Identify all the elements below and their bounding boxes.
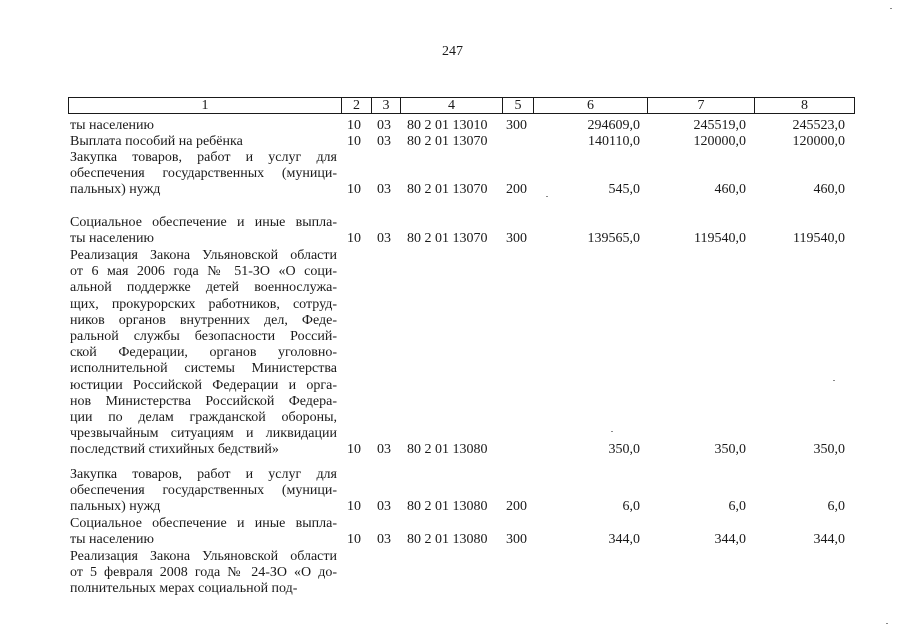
cell-col4: 80 2 01 13010: [407, 118, 488, 133]
cell-col4: 80 2 01 13070: [407, 182, 488, 198]
cell-col4: 80 2 01 13080: [407, 442, 488, 458]
description-line: исполнительной системы Министерства: [70, 361, 337, 377]
cell-col4: 80 2 01 13080: [407, 532, 488, 548]
description-line: Социальное обеспечение и иные выпла-: [70, 215, 337, 230]
description-line: альной поддержке детей военнослужа-: [70, 280, 337, 296]
description-line: нов Министерства Российской Федера-: [70, 393, 337, 409]
description-line: от 5 февраля 2008 года № 24-ЗО «О до-: [70, 565, 337, 581]
cell-col6: 139565,0: [587, 231, 640, 247]
description-line: ты населению: [70, 532, 154, 548]
cell-col6: 545,0: [608, 182, 640, 198]
cell-col7: 120000,0: [693, 134, 746, 149]
description-line: Социальное обеспечение и иные выпла-: [70, 516, 337, 531]
cell-col3: 03: [377, 499, 391, 515]
description-line: ской Федерации, органов уголовно-: [70, 345, 337, 361]
cell-col8: 6,0: [827, 499, 845, 515]
cell-col5: 200: [506, 499, 527, 515]
row-description: [70, 134, 337, 150]
page-number: 247: [442, 44, 463, 59]
header-col-4: 4: [400, 98, 502, 113]
description-line: юстиции Российской Федерации и орга-: [70, 377, 337, 393]
cell-col6: 6,0: [622, 499, 640, 515]
cell-col3: 03: [377, 182, 391, 198]
description-line: Закупка товаров, работ и услуг для: [70, 467, 337, 482]
description-line: чрезвычайным ситуациям и ликвидации: [70, 426, 337, 442]
cell-col8: 245523,0: [792, 118, 845, 133]
cell-col3: 03: [377, 118, 391, 133]
cell-col3: 03: [377, 231, 391, 247]
cell-col5: 300: [506, 231, 527, 247]
cell-col8: 120000,0: [792, 134, 845, 149]
row-description: [70, 118, 337, 134]
cell-col2: 10: [347, 499, 361, 515]
header-col-5: 5: [502, 98, 533, 113]
row-description: [70, 215, 337, 247]
row-description: [70, 516, 337, 548]
description-line: полнительных мерах социальной под-: [70, 581, 298, 597]
cell-col8: 119540,0: [793, 231, 845, 247]
description-line: щих, прокурорских работников, сотруд-: [70, 296, 337, 312]
cell-col7: 245519,0: [693, 118, 746, 133]
description-line: Выплата пособий на ребёнка: [70, 134, 243, 149]
cell-col4: 80 2 01 13080: [407, 499, 488, 515]
cell-col4: 80 2 01 13070: [407, 231, 488, 247]
header-col-7: 7: [647, 98, 754, 113]
header-col-2: 2: [341, 98, 371, 113]
header-col-6: 6: [533, 98, 647, 113]
cell-col3: 03: [377, 134, 391, 149]
description-line: обеспечения государственных (муници-: [70, 483, 337, 499]
cell-col7: 119540,0: [694, 231, 746, 247]
description-line: ты населению: [70, 231, 154, 247]
cell-col5: 300: [506, 118, 527, 133]
cell-col8: 460,0: [813, 182, 845, 198]
cell-col3: 03: [377, 442, 391, 458]
description-line: пальных) нужд: [70, 499, 161, 515]
cell-col2: 10: [347, 442, 361, 458]
cell-col7: 344,0: [714, 532, 746, 548]
header-col-1: 1: [201, 98, 209, 113]
row-description: [70, 467, 337, 516]
description-line: пальных) нужд: [70, 182, 161, 198]
cell-col6: 140110,0: [588, 134, 640, 149]
cell-col7: 460,0: [714, 182, 746, 198]
cell-col2: 10: [347, 182, 361, 198]
description-line: ральной службы безопасности Россий-: [70, 329, 337, 345]
cell-col4: 80 2 01 13070: [407, 134, 488, 149]
cell-col6: 294609,0: [587, 118, 640, 133]
header-col-3: 3: [371, 98, 400, 113]
row-description: [70, 150, 337, 199]
description-line: ции по делам гражданской обороны,: [70, 410, 337, 426]
description-line: Реализация Закона Ульяновской области: [70, 549, 337, 564]
description-line: обеспечения государственных (муници-: [70, 166, 337, 182]
cell-col6: 344,0: [608, 532, 640, 548]
description-line: ты населению: [70, 118, 154, 133]
description-line: последствий стихийных бедствий»: [70, 442, 279, 458]
cell-col2: 10: [347, 231, 361, 247]
cell-col2: 10: [347, 134, 361, 149]
cell-col5: 300: [506, 532, 527, 548]
cell-col2: 10: [347, 118, 361, 133]
cell-col2: 10: [347, 532, 361, 548]
description-line: Реализация Закона Ульяновской области: [70, 248, 337, 263]
description-line: от 6 мая 2006 года № 51-ЗО «О соци-: [70, 264, 337, 280]
cell-col8: 344,0: [813, 532, 845, 548]
cell-col7: 350,0: [714, 442, 746, 458]
cell-col5: 200: [506, 182, 527, 198]
description-line: Закупка товаров, работ и услуг для: [70, 150, 337, 165]
header-col-8: 8: [754, 98, 854, 113]
cell-col7: 6,0: [728, 499, 746, 515]
cell-col6: 350,0: [608, 442, 640, 458]
row-description: [70, 549, 337, 598]
description-line: ников органов внутренних дел, Феде-: [70, 312, 337, 328]
cell-col3: 03: [377, 532, 391, 548]
cell-col8: 350,0: [813, 442, 845, 458]
row-description: [70, 248, 337, 459]
